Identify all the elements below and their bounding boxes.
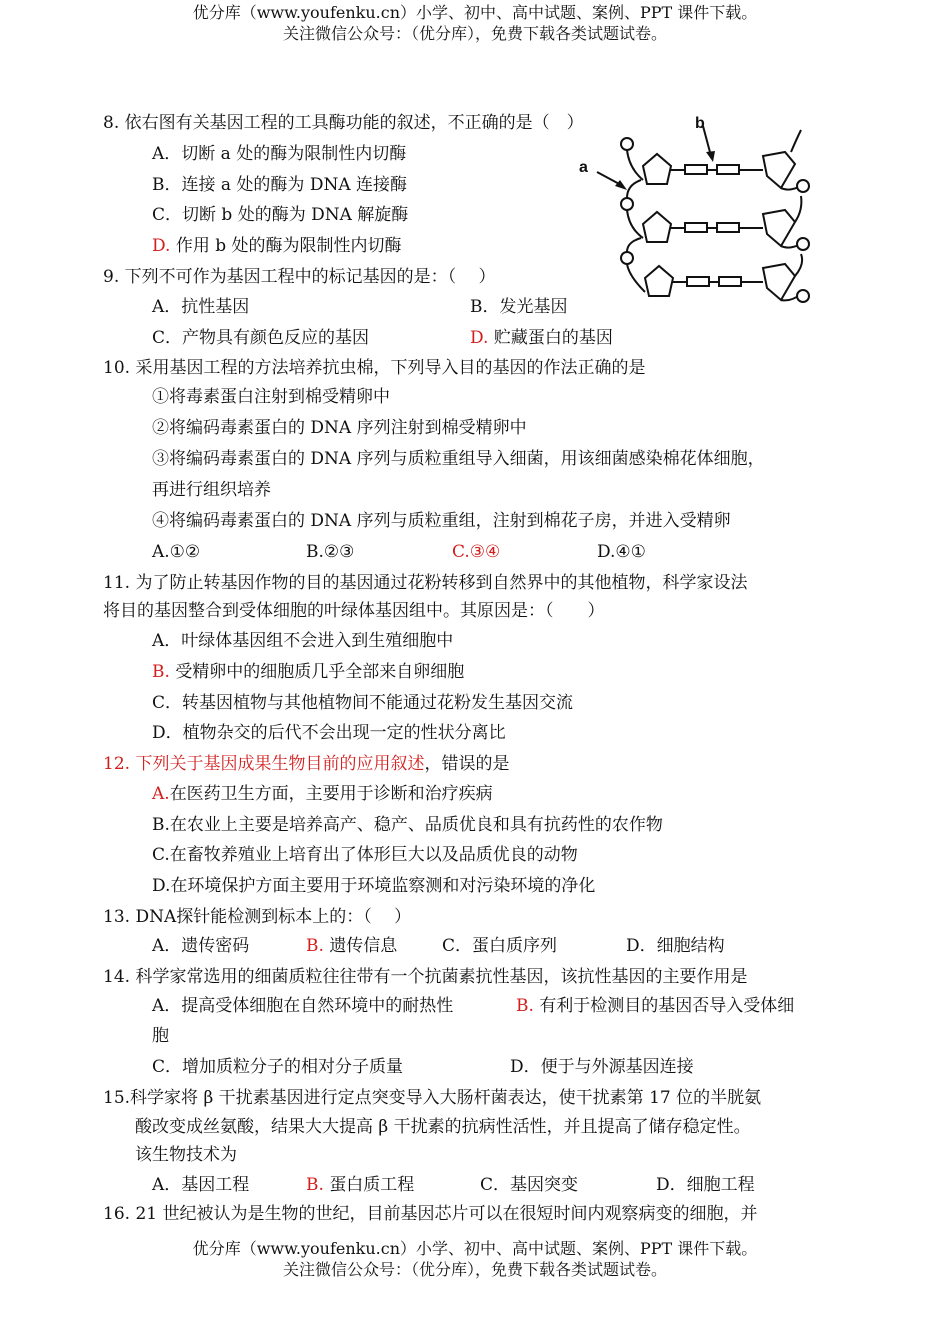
q13-option-d: D．细胞结构: [626, 936, 725, 956]
sugar-pentagon: [763, 152, 795, 188]
q11-stem-line-1: 11. 为了防止转基因作物的目的基因通过花粉转移到自然界中的其他植物，科学家设法: [103, 573, 748, 593]
q8-option-d-text: 作用 b 处的酶为限制性内切酶: [175, 236, 402, 256]
q11-option-a: A．叶绿体基因组不会进入到生殖细胞中: [152, 631, 454, 651]
base-rect: [685, 165, 707, 174]
q11-option-b: [152, 659, 464, 685]
phosphate-circle: [621, 138, 633, 150]
q16-stem-line-1: 16. 21 世纪被认为是生物的世纪，目前基因芯片可以在很短时间内观察病变的细胞，并: [103, 1204, 758, 1224]
sugar-pentagon: [643, 212, 671, 242]
q9-option-d-text: 贮藏蛋白的基因: [493, 328, 613, 348]
q12-option-a-text: 在医药卫生方面，主要用于诊断和治疗疾病: [169, 784, 493, 804]
q15-option-d: D．细胞工程: [656, 1175, 755, 1195]
q14-stem: 14. 科学家常选用的细菌质粒往往带有一个抗菌素抗性基因，该抗性基因的主要作用是: [103, 967, 748, 987]
footer-line-2: 关注微信公众号：（优分库），免费下载各类试题试卷。: [282, 1260, 667, 1279]
q9-option-d: [470, 325, 613, 351]
phosphate-circle: [797, 238, 809, 250]
q9-option-b: B．发光基因: [470, 297, 568, 317]
q10-item-1: ①将毒素蛋白注射到棉受精卵中: [152, 387, 390, 407]
phosphate-circle: [621, 198, 633, 210]
q9-answer-letter: D.: [470, 328, 489, 348]
q14-answer-letter: B.: [516, 996, 534, 1016]
base-rect: [717, 223, 739, 232]
q12-option-d: D.在环境保护方面主要用于环境监察测和对污染环境的净化: [152, 876, 596, 896]
q11-option-d: D．植物杂交的后代不会出现一定的性状分离比: [152, 723, 506, 743]
q10-stem: 10. 采用基因工程的方法培养抗虫棉，下列导入目的基因的作法正确的是: [103, 358, 646, 378]
q10-item-3-cont: 再进行组织培养: [152, 480, 271, 500]
q15-option-a: A．基因工程: [152, 1175, 250, 1195]
q15-option-b: [306, 1172, 414, 1198]
q10-option-a: A.①②: [152, 542, 201, 562]
header-line-1: 优分库（www.youfenku.cn）小学、初中、高中试题、案例、PPT 课件下载。: [192, 3, 758, 22]
q15-stem-line-3: 该生物技术为: [135, 1145, 237, 1165]
sugar-pentagon: [645, 266, 673, 296]
q13-option-b-text: 遗传信息: [329, 936, 398, 956]
q12-stem-rest: ，错误的是: [424, 754, 510, 774]
q8-stem: 8. 依右图有关基因工程的工具酶功能的叙述，不正确的是（ ）: [103, 113, 584, 133]
q12-option-b: B.在农业上主要是培养高产、稳产、品质优良和具有抗药性的农作物: [152, 815, 663, 835]
q13-option-b: [306, 933, 397, 959]
q13-answer-letter: B.: [306, 936, 324, 956]
q14-option-b-cont: 胞: [152, 1026, 169, 1046]
q12-stem-highlight: 12. 下列关于基因成果生物目前的应用叙述: [103, 754, 425, 774]
q14-option-a: A．提高受体细胞在自然环境中的耐热性: [152, 996, 454, 1016]
q8-option-b: B．连接 a 处的酶为 DNA 连接酶: [152, 175, 408, 195]
dna-figure: [575, 110, 835, 310]
q10-item-3: ③将编码毒素蛋白的 DNA 序列与质粒重组导入细菌，用该细菌感染棉花体细胞，: [152, 449, 765, 469]
q11-option-c: C．转基因植物与其他植物间不能通过花粉发生基因交流: [152, 693, 574, 713]
q14-option-b-text: 有利于检测目的基因否导入受体细: [539, 996, 795, 1016]
q11-answer-letter: B.: [152, 662, 170, 682]
q15-stem-line-2: 酸改变成丝氨酸，结果大大提高 β 干扰素的抗病性活性，并且提高了储存稳定性。: [135, 1117, 751, 1137]
q13-stem: 13. DNA探针能检测到标本上的：（ ）: [103, 907, 412, 927]
q9-stem: 9. 下列不可作为基因工程中的标记基因的是：（ ）: [103, 267, 496, 287]
q9-option-a: A．抗性基因: [152, 297, 250, 317]
q8-option-d: [152, 233, 402, 259]
label-b: b: [695, 115, 705, 132]
q14-option-c: C．增加质粒分子的相对分子质量: [152, 1057, 404, 1077]
sugar-pentagon: [643, 154, 671, 184]
phosphate-circle: [797, 180, 809, 192]
q15-answer-letter: B.: [306, 1175, 324, 1195]
q12-stem: [103, 751, 509, 777]
q13-option-a: A．遗传密码: [152, 936, 250, 956]
q8-option-a: A．切断 a 处的酶为限制性内切酶: [152, 144, 407, 164]
header-line-2: 关注微信公众号：（优分库），免费下载各类试题试卷。: [282, 24, 667, 43]
q14-option-d: D．便于与外源基因连接: [510, 1057, 694, 1077]
q10-item-2: ②将编码毒素蛋白的 DNA 序列注射到棉受精卵中: [152, 418, 527, 438]
q10-option-b: B.②③: [306, 542, 355, 562]
footer-line-1: 优分库（www.youfenku.cn）小学、初中、高中试题、案例、PPT 课件下载。: [192, 1239, 758, 1258]
phosphate-circle: [621, 252, 633, 264]
q15-stem-line-1: 15.科学家将 β 干扰素基因进行定点突变导入大肠杆菌表达，使干扰素第 17 位的半胱氨: [103, 1088, 762, 1108]
sugar-pentagon: [763, 210, 795, 246]
q8-answer-letter: D.: [152, 236, 171, 256]
q15-option-c: C．基因突变: [480, 1175, 579, 1195]
q8-option-c: C．切断 b 处的酶为 DNA 解旋酶: [152, 205, 409, 225]
base-rect: [719, 277, 741, 286]
q12-option-a: [152, 781, 493, 807]
q10-option-c-answer: C.③④: [452, 542, 501, 562]
q10-option-d: D.④①: [597, 542, 646, 562]
q12-answer-letter: A.: [152, 784, 170, 804]
q11-option-b-text: 受精卵中的细胞质几乎全部来自卵细胞: [175, 662, 465, 682]
sugar-pentagon: [763, 264, 795, 300]
q9-option-c: C．产物具有颜色反应的基因: [152, 328, 370, 348]
base-rect: [717, 165, 739, 174]
label-a: a: [579, 159, 588, 176]
base-rect: [685, 223, 707, 232]
q14-option-b: [516, 993, 794, 1019]
q13-option-c: C．蛋白质序列: [442, 936, 558, 956]
q10-item-4: ④将编码毒素蛋白的 DNA 序列与质粒重组，注射到棉花子房，并进入受精卵: [152, 511, 731, 531]
phosphate-circle: [797, 290, 809, 302]
base-rect: [687, 277, 709, 286]
q11-stem-line-2: 将目的基因整合到受体细胞的叶绿体基因组中。其原因是：（ ）: [103, 601, 605, 621]
q12-option-c: C.在畜牧养殖业上培育出了体形巨大以及品质优良的动物: [152, 845, 578, 865]
q15-option-b-text: 蛋白质工程: [329, 1175, 415, 1195]
